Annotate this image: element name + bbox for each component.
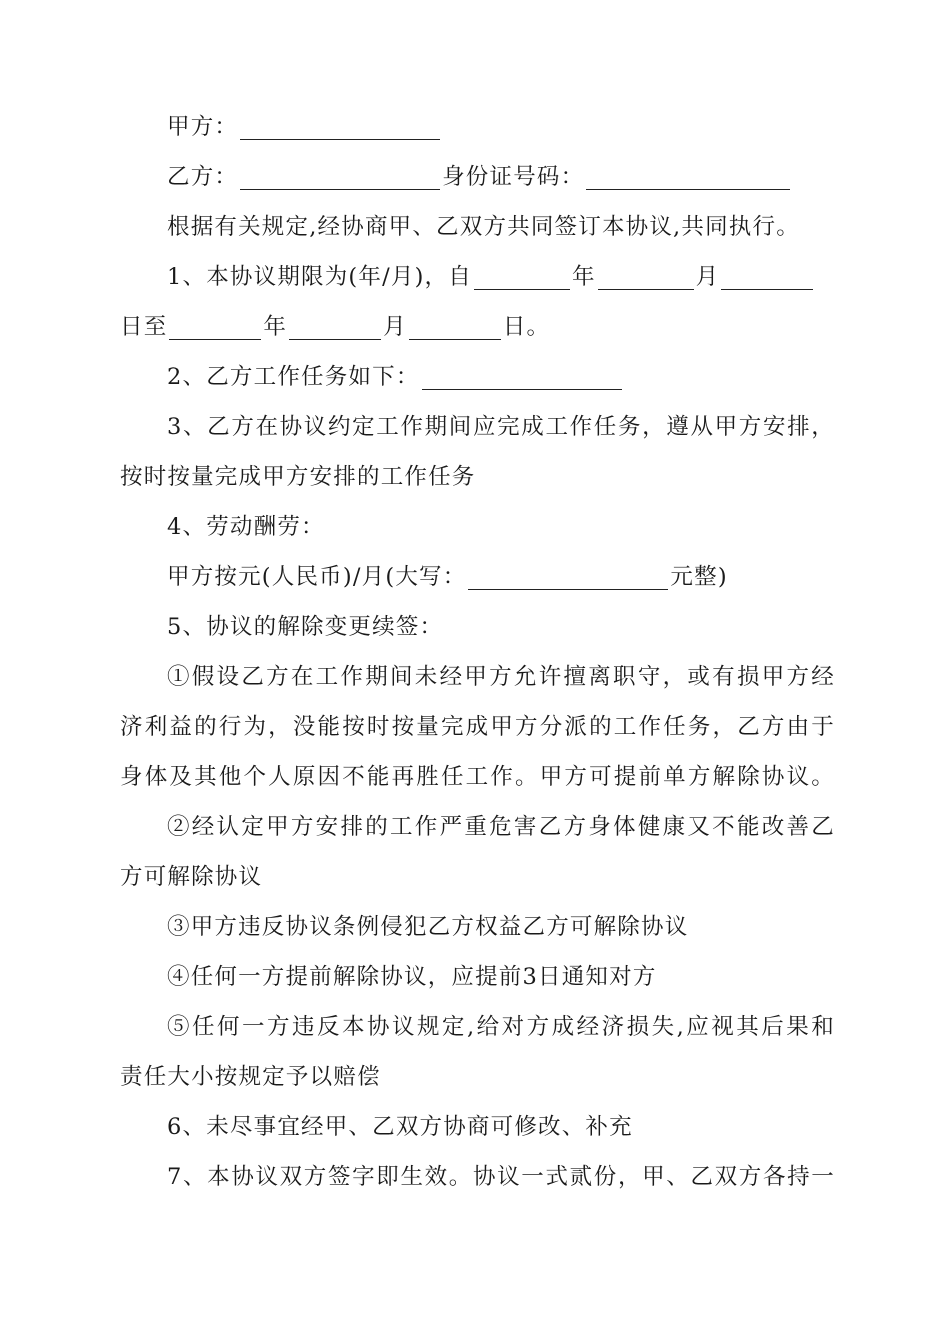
clause-5-3-line: ③甲方违反协议条例侵犯乙方权益乙方可解除协议 bbox=[167, 914, 689, 940]
party-a-label: 甲方： bbox=[167, 114, 239, 140]
start-month-label: 月 bbox=[695, 264, 720, 290]
end-year-blank bbox=[169, 313, 261, 340]
start-year-blank bbox=[474, 263, 570, 290]
clause-5-1-line-2: 济利益的行为，没能按时按量完成甲方分派的工作任务，乙方由于 bbox=[120, 714, 835, 740]
party-b-blank bbox=[240, 163, 440, 190]
end-day-blank bbox=[409, 313, 501, 340]
start-year-label: 年 bbox=[571, 264, 596, 290]
end-year-label: 年 bbox=[263, 314, 288, 340]
clause-5-4-line: ④任何一方提前解除协议，应提前3日通知对方 bbox=[167, 964, 657, 990]
party-a-blank bbox=[240, 113, 440, 140]
clause-5-2-line-1: ②经认定甲方安排的工作严重危害乙方身体健康又不能改善乙 bbox=[167, 814, 835, 840]
day-from-label: 日至 bbox=[120, 314, 168, 340]
pay-amount-blank bbox=[468, 563, 668, 590]
party-a-line bbox=[167, 107, 835, 147]
id-label: 身份证号码： bbox=[442, 164, 585, 190]
task-blank bbox=[422, 363, 622, 390]
clause-5-2-line-2: 方可解除协议 bbox=[120, 864, 263, 890]
clause-7-line: 7、本协议双方签字即生效。协议一式贰份，甲、乙双方各持一 bbox=[167, 1164, 835, 1190]
clause-5-1-line-3: 身体及其他个人原因不能再胜任工作。甲方可提前单方解除协议。 bbox=[120, 764, 835, 790]
clause-2-line bbox=[167, 357, 835, 397]
end-month-blank bbox=[289, 313, 381, 340]
start-day-blank bbox=[721, 263, 813, 290]
clause-1-line-1 bbox=[167, 257, 835, 297]
id-blank bbox=[586, 163, 790, 190]
intro-line: 根据有关规定,经协商甲、乙双方共同签订本协议,共同执行。 bbox=[167, 214, 800, 240]
day-end-label: 日。 bbox=[502, 314, 551, 340]
clause-6-line: 6、未尽事宜经甲、乙双方协商可修改、补充 bbox=[167, 1114, 633, 1140]
end-month-label: 月 bbox=[383, 314, 407, 340]
clause-3-line-1: 3、乙方在协议约定工作期间应完成工作任务，遵从甲方安排， bbox=[167, 414, 835, 440]
clause-5-1-line-1: ①假设乙方在工作期间未经甲方允许擅离职守，或有损甲方经 bbox=[167, 664, 835, 690]
clause-5-line: 5、协议的解除变更续签： bbox=[167, 614, 444, 640]
start-month-blank bbox=[598, 263, 694, 290]
clause-2-label: 2、乙方工作任务如下： bbox=[167, 364, 420, 390]
clause-3-line-2: 按时按量完成甲方安排的工作任务 bbox=[120, 464, 476, 490]
clause-1-line-2 bbox=[120, 307, 835, 347]
pay-line bbox=[167, 557, 835, 597]
party-b-label: 乙方： bbox=[167, 164, 239, 190]
clause-5-5-line-1: ⑤任何一方违反本协议规定,给对方成经济损失,应视其后果和 bbox=[167, 1014, 835, 1040]
party-b-line bbox=[167, 157, 835, 197]
clause-4-line: 4、劳动酬劳： bbox=[167, 514, 325, 540]
pay-suffix: 元整) bbox=[670, 564, 728, 590]
pay-prefix: 甲方按元(人民币)/月(大写： bbox=[167, 564, 467, 590]
clause-1-prefix: 1、本协议期限为(年/月)，自 bbox=[167, 264, 472, 290]
clause-5-5-line-2: 责任大小按规定予以赔偿 bbox=[120, 1064, 381, 1090]
